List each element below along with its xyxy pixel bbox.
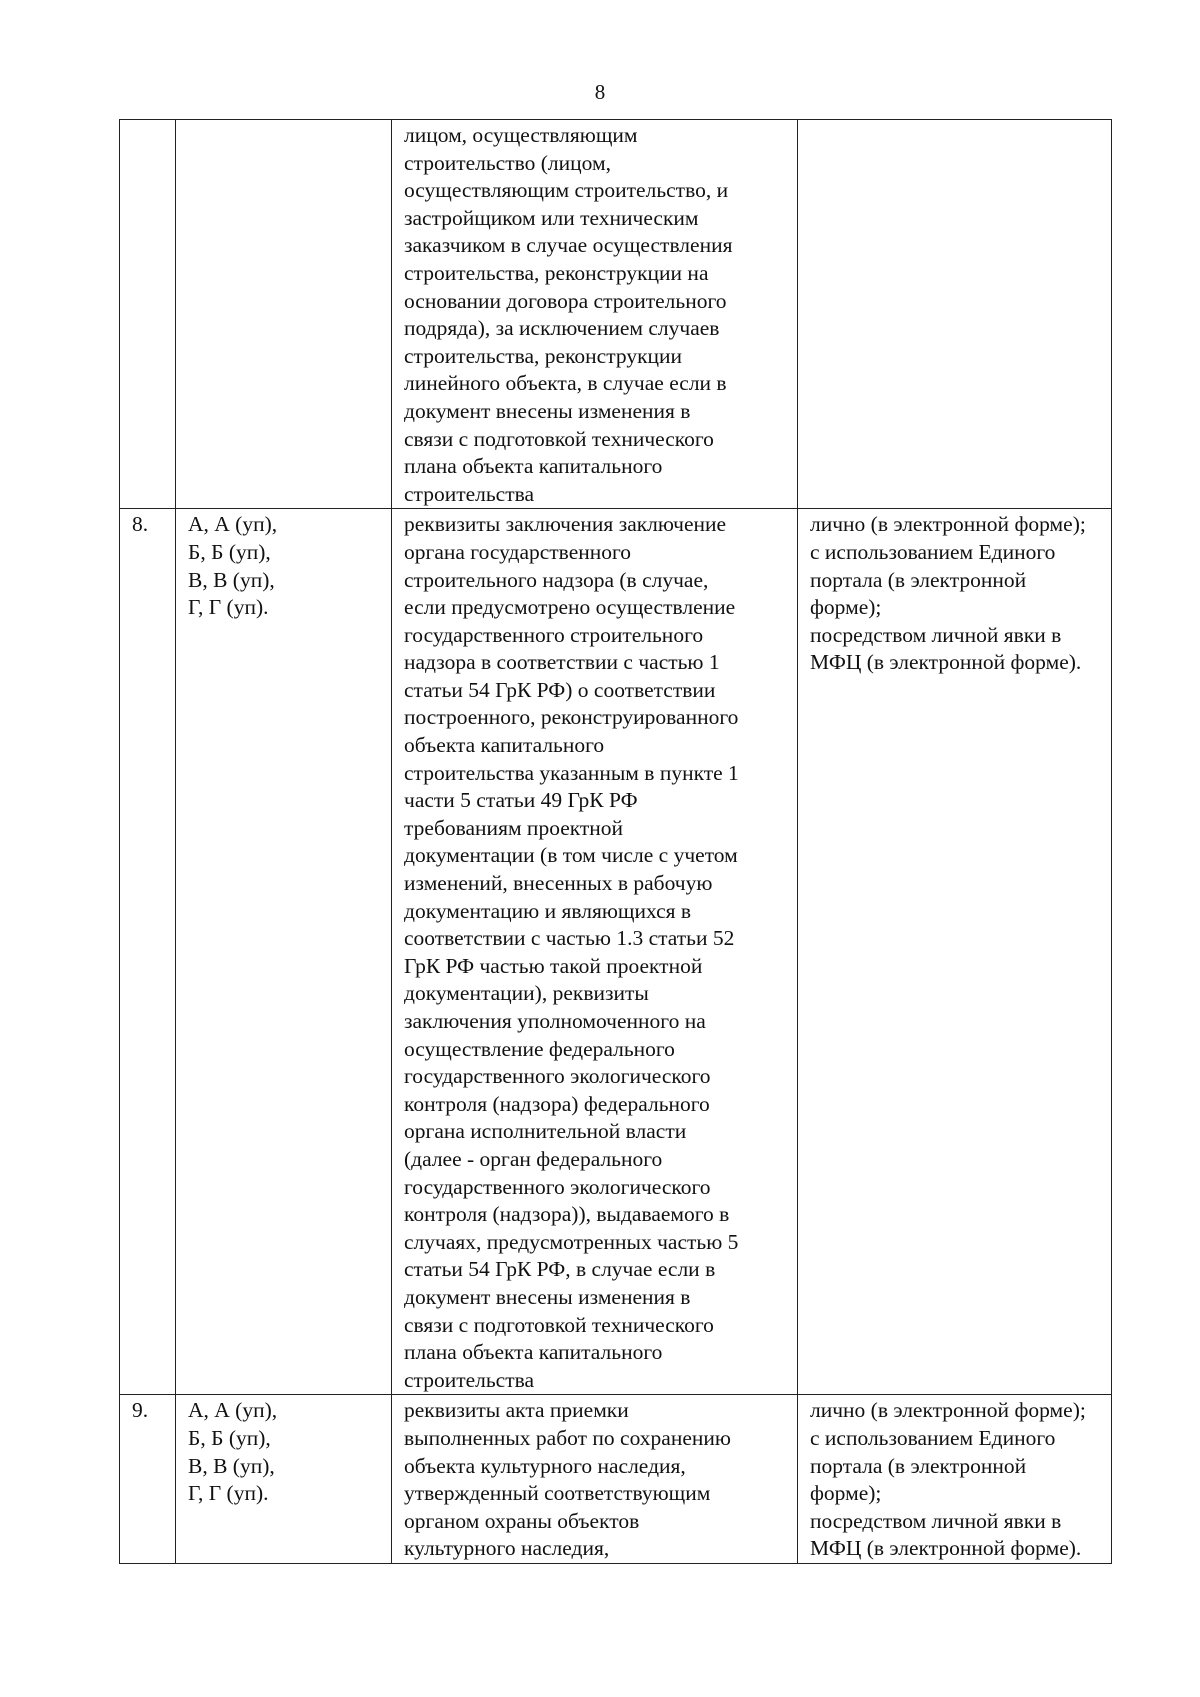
document-description-line: плана объекта капитального bbox=[404, 1340, 663, 1365]
document-description-line: строительного надзора (в случае, bbox=[404, 567, 709, 592]
document-description-line: органа государственного bbox=[404, 539, 632, 564]
applicants-line: В, В (уп), bbox=[188, 1453, 275, 1478]
document-description-line: надзора в соответствии с частью 1 bbox=[404, 650, 720, 675]
row-number: 9. bbox=[132, 1398, 149, 1423]
document-description-line: случаях, предусмотренных частью 5 bbox=[404, 1229, 739, 1254]
document-description-line: связи с подготовкой технического bbox=[404, 1312, 714, 1337]
document-description-line: государственного экологического bbox=[404, 1174, 711, 1199]
applicants-line: А, А (уп), bbox=[188, 1398, 278, 1423]
document-description-line: реквизиты акта приемки bbox=[404, 1398, 629, 1423]
submission-method-line: портала (в электронной bbox=[810, 1453, 1027, 1478]
document-description-line: соответствии с частью 1.3 статьи 52 bbox=[404, 926, 735, 951]
document-description-line: заказчиком в случае осуществления bbox=[404, 233, 733, 258]
submission-method-line: форме); bbox=[810, 1481, 882, 1506]
document-description-line: государственного экологического bbox=[404, 1064, 711, 1089]
document-description-line: выполненных работ по сохранению bbox=[404, 1425, 731, 1450]
table-row bbox=[120, 509, 1112, 1395]
document-description-line: строительства указанным в пункте 1 bbox=[404, 760, 739, 785]
document-description-line: объекта культурного наследия, bbox=[404, 1453, 686, 1478]
document-description-line: если предусмотрено осуществление bbox=[404, 595, 736, 620]
document-description-line: заключения уполномоченного на bbox=[404, 1009, 706, 1033]
document-description-line: требованиям проектной bbox=[404, 815, 624, 840]
document-description-cell bbox=[392, 1395, 798, 1564]
applicants-cell bbox=[176, 1395, 392, 1564]
table-row bbox=[120, 120, 1112, 509]
document-description-line: подряда), за исключением случаев bbox=[404, 316, 720, 341]
document-description-line: контроля (надзора)), выдаваемого в bbox=[404, 1202, 730, 1227]
document-description-line: документ внесены изменения в bbox=[404, 1284, 691, 1309]
document-description-line: государственного строительного bbox=[404, 622, 704, 647]
applicants-line: Г, Г (уп). bbox=[188, 1481, 269, 1506]
table-body bbox=[120, 120, 1112, 1564]
document-description-line: утвержденный соответствующим bbox=[404, 1481, 711, 1506]
submission-method-line: лично (в электронной форме); bbox=[810, 512, 1086, 537]
document-description-line: части 5 статьи 49 ГрК РФ bbox=[404, 788, 638, 813]
document-table bbox=[119, 119, 1112, 1564]
document-description-line: объекта капитального bbox=[404, 733, 605, 758]
submission-method-line: с использованием Единого bbox=[810, 539, 1056, 564]
submission-method-cell bbox=[798, 1395, 1112, 1564]
document-description-line: реквизиты заключения заключение bbox=[404, 512, 727, 537]
document-description-line: осуществление федерального bbox=[404, 1036, 675, 1061]
document-description-line: строительства bbox=[404, 481, 535, 506]
document-description-line: органом охраны объектов bbox=[404, 1508, 640, 1533]
submission-method-cell bbox=[798, 120, 1112, 509]
document-description-line: линейного объекта, в случае если в bbox=[404, 371, 727, 396]
document-description-line: строительства, реконструкции на bbox=[404, 260, 709, 285]
document-description-line: органа исполнительной власти bbox=[404, 1119, 687, 1144]
submission-method-line: с использованием Единого bbox=[810, 1425, 1056, 1450]
document-description-line: документации (в том числе с учетом bbox=[404, 843, 738, 868]
applicants-cell bbox=[176, 120, 392, 509]
document-description-line: статьи 54 ГрК РФ) о соответствии bbox=[404, 677, 716, 702]
document-description-line: основании договора строительного bbox=[404, 288, 727, 313]
row-number: 8. bbox=[132, 512, 149, 537]
applicants-line: Г, Г (уп). bbox=[188, 595, 269, 620]
row-number-cell bbox=[120, 120, 176, 509]
document-description-line: строительства, реконструкции bbox=[404, 343, 683, 368]
document-description-cell bbox=[392, 120, 798, 509]
document-description-line: статьи 54 ГрК РФ, в случае если в bbox=[404, 1257, 716, 1282]
document-description-line: построенного, реконструированного bbox=[404, 705, 739, 730]
document-description-line: плана объекта капитального bbox=[404, 454, 663, 479]
row-number-cell bbox=[120, 509, 176, 1395]
document-description-line: строительство (лицом, bbox=[404, 150, 611, 175]
document-description-line: документ внесены изменения в bbox=[404, 398, 691, 423]
submission-method-line: лично (в электронной форме); bbox=[810, 1398, 1086, 1423]
applicants-cell bbox=[176, 509, 392, 1395]
document-description-line: осуществляющим строительство, и bbox=[404, 178, 729, 203]
document-description-line: лицом, осуществляющим bbox=[404, 123, 638, 147]
table-row bbox=[120, 1395, 1112, 1564]
applicants-line: А, А (уп), bbox=[188, 512, 278, 537]
applicants-line: Б, Б (уп), bbox=[188, 1425, 271, 1450]
submission-method-line: МФЦ (в электронной форме). bbox=[810, 1536, 1082, 1561]
submission-method-line: посредством личной явки в bbox=[810, 1508, 1062, 1533]
applicants-line: Б, Б (уп), bbox=[188, 539, 271, 564]
submission-method-line: портала (в электронной bbox=[810, 567, 1027, 592]
document-description-cell bbox=[392, 509, 798, 1395]
document-description-line: изменений, внесенных в рабочую bbox=[404, 871, 713, 896]
document-description-line: строительства bbox=[404, 1367, 535, 1392]
document-description-line: документации), реквизиты bbox=[404, 981, 649, 1006]
row-number-cell bbox=[120, 1395, 176, 1564]
document-description-line: культурного наследия, bbox=[404, 1536, 610, 1561]
submission-method-line: форме); bbox=[810, 595, 882, 620]
document-description-line: связи с подготовкой технического bbox=[404, 426, 714, 451]
document-description-line: документацию и являющихся в bbox=[404, 898, 692, 923]
submission-method-line: МФЦ (в электронной форме). bbox=[810, 650, 1082, 675]
submission-method-cell bbox=[798, 509, 1112, 1395]
document-description-line: (далее - орган федерального bbox=[404, 1146, 663, 1171]
document-description-line: застройщиком или техническим bbox=[404, 205, 699, 230]
submission-method-line: посредством личной явки в bbox=[810, 622, 1062, 647]
page-number: 8 bbox=[594, 80, 606, 104]
applicants-line: В, В (уп), bbox=[188, 567, 275, 592]
document-description-line: ГрК РФ частью такой проектной bbox=[404, 953, 703, 978]
document-description-line: контроля (надзора) федерального bbox=[404, 1091, 710, 1116]
